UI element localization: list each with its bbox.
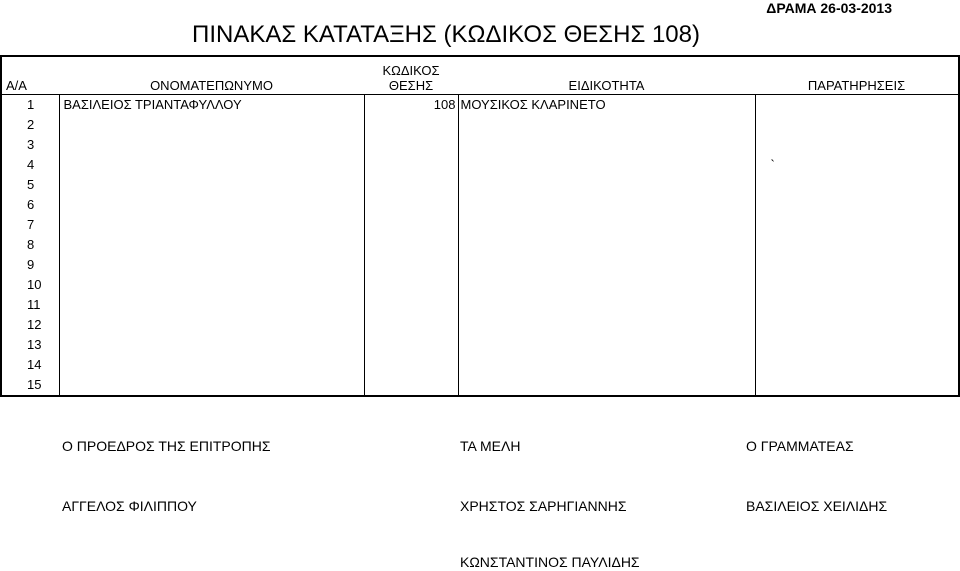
secretary-title: Ο ΓΡΑΜΜΑΤΕΑΣ (746, 438, 854, 454)
row-specialty (458, 175, 755, 195)
row-code (364, 295, 458, 315)
row-specialty (458, 135, 755, 155)
table-row (1, 235, 959, 255)
row-code (364, 135, 458, 155)
row-code (364, 195, 458, 215)
table-row (1, 275, 959, 295)
row-notes (755, 95, 959, 116)
row-number: 11 (1, 295, 59, 315)
row-notes (755, 375, 959, 396)
row-code (364, 375, 458, 396)
row-name (59, 255, 364, 275)
column-header-specialty: ΕΙΔΙΚΟΤΗΤΑ (458, 56, 755, 95)
row-number: 2 (1, 115, 59, 135)
secretary-name: ΒΑΣΙΛΕΙΟΣ ΧΕΙΛΙΔΗΣ (746, 498, 888, 514)
column-header-aa: Α/Α (1, 56, 59, 95)
row-notes (755, 195, 959, 215)
row-code (364, 335, 458, 355)
members-title: ΤΑ ΜΕΛΗ (460, 438, 521, 454)
row-name (59, 315, 364, 335)
row-code (364, 215, 458, 235)
row-code (364, 235, 458, 255)
row-specialty (458, 155, 755, 175)
row-number: 9 (1, 255, 59, 275)
row-code (364, 275, 458, 295)
table-row (1, 115, 959, 135)
table-row (1, 255, 959, 275)
column-header-code-line1: ΚΩΔΙΚΟΣ (382, 63, 440, 78)
row-specialty (458, 215, 755, 235)
table-row (1, 195, 959, 215)
row-name (59, 295, 364, 315)
row-number: 3 (1, 135, 59, 155)
table-row (1, 315, 959, 335)
table-row (1, 295, 959, 315)
row-code (364, 155, 458, 175)
column-header-notes: ΠΑΡΑΤΗΡΗΣΕΙΣ (755, 56, 959, 95)
table-body (1, 95, 959, 397)
table-row (1, 215, 959, 235)
row-name (59, 115, 364, 135)
row-code: 108 (364, 95, 458, 116)
row-notes (755, 255, 959, 275)
row-number: 13 (1, 335, 59, 355)
row-specialty (458, 195, 755, 215)
table-row (1, 175, 959, 195)
row-number: 5 (1, 175, 59, 195)
row-number: 7 (1, 215, 59, 235)
row-notes (755, 335, 959, 355)
table-row (1, 155, 959, 175)
row-specialty (458, 255, 755, 275)
row-notes (755, 355, 959, 375)
row-specialty (458, 375, 755, 396)
member1-name: ΧΡΗΣΤΟΣ ΣΑΡΗΓΙΑΝΝΗΣ (460, 498, 627, 514)
row-notes (755, 175, 959, 195)
column-header-code (364, 56, 458, 95)
row-number: 4 (1, 155, 59, 175)
table-row (1, 335, 959, 355)
row-name (59, 235, 364, 255)
row-number: 6 (1, 195, 59, 215)
row-number: 12 (1, 315, 59, 335)
table-row (1, 135, 959, 155)
table-row (1, 375, 959, 396)
row-specialty: ΜΟΥΣΙΚΟΣ ΚΛΑΡΙΝΕΤΟ (458, 95, 755, 116)
row-number: 8 (1, 235, 59, 255)
table-header-row (1, 56, 959, 95)
row-notes (755, 315, 959, 335)
row-notes (755, 295, 959, 315)
row-name (59, 275, 364, 295)
row-name (59, 355, 364, 375)
president-name: ΑΓΓΕΛΟΣ ΦΙΛΙΠΠΟΥ (62, 498, 197, 514)
row-name (59, 155, 364, 175)
row-name: ΒΑΣΙΛΕΙΟΣ ΤΡΙΑΝΤΑΦΥΛΛΟΥ (59, 95, 364, 116)
row-specialty (458, 315, 755, 335)
president-title: Ο ΠΡΟΕΔΡΟΣ ΤΗΣ ΕΠΙΤΡΟΠΗΣ (62, 438, 271, 454)
row-notes (755, 215, 959, 235)
page-title: ΠΙΝΑΚΑΣ ΚΑΤΑΤΑΞΗΣ (ΚΩΔΙΚΟΣ ΘΕΣΗΣ 108) (192, 21, 700, 48)
table-row (1, 95, 959, 116)
row-specialty (458, 355, 755, 375)
row-code (364, 315, 458, 335)
row-name (59, 375, 364, 396)
row-specialty (458, 235, 755, 255)
row-notes (755, 135, 959, 155)
row-code (364, 115, 458, 135)
row-name (59, 195, 364, 215)
date-label: ΔΡΑΜΑ 26-03-2013 (766, 0, 892, 16)
row-name (59, 135, 364, 155)
column-header-code-line2: ΘΕΣΗΣ (388, 78, 434, 93)
row-code (364, 355, 458, 375)
row-specialty (458, 115, 755, 135)
row-name (59, 215, 364, 235)
column-header-name: ΟΝΟΜΑΤΕΠΩΝΥΜΟ (59, 56, 364, 95)
row-notes (755, 115, 959, 135)
row-code (364, 255, 458, 275)
table-row (1, 355, 959, 375)
row-number: 14 (1, 355, 59, 375)
row-number: 15 (1, 375, 59, 396)
row-notes: ` (755, 155, 959, 175)
ranking-table (0, 55, 960, 397)
row-name (59, 335, 364, 355)
row-notes (755, 235, 959, 255)
row-notes (755, 275, 959, 295)
row-name (59, 175, 364, 195)
row-code (364, 175, 458, 195)
row-specialty (458, 295, 755, 315)
row-specialty (458, 335, 755, 355)
member2-name: ΚΩΝΣΤΑΝΤΙΝΟΣ ΠΑΥΛΙΔΗΣ (460, 554, 640, 570)
row-number: 10 (1, 275, 59, 295)
row-specialty (458, 275, 755, 295)
row-number: 1 (1, 95, 59, 116)
